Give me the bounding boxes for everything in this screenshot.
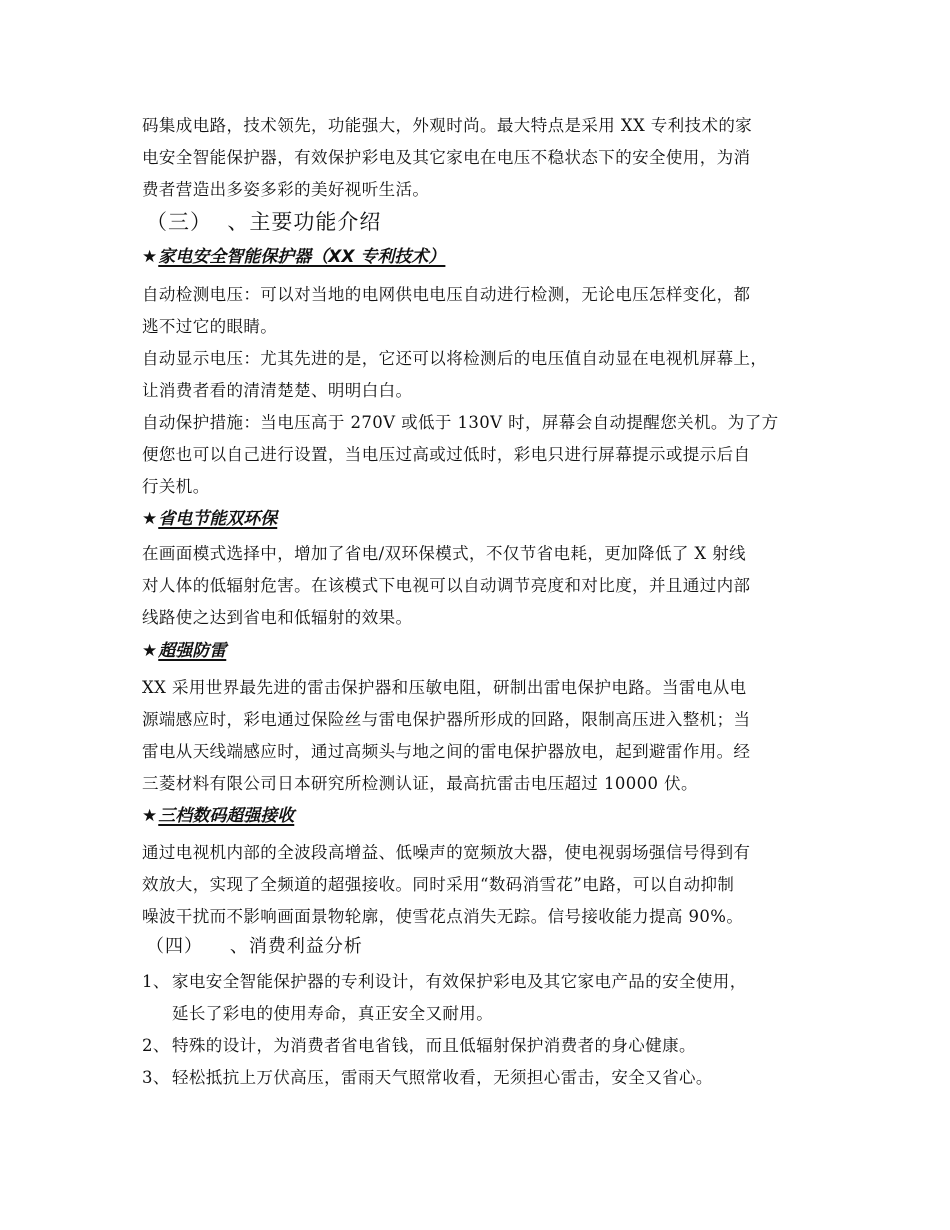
list-item xyxy=(142,1062,822,1094)
list-item-continuation xyxy=(142,998,822,1030)
feature-title: 三档数码超强接收 xyxy=(158,806,295,826)
list-text: 家电安全智能保护器的专利设计，有效保护彩电及其它家电产品的安全使用， xyxy=(172,972,747,991)
feature-line: 噪波干扰而不影响画面景物轮廓，使雪花点消失无踪。信号接收能力提高 90%。 xyxy=(142,907,744,926)
feature-title: 省电节能双环保 xyxy=(158,509,278,529)
feature-line: 效放大，实现了全频道的超强接收。同时采用“数码消雪花”电路，可以自动抑制 xyxy=(142,875,735,894)
list-number: 3、 xyxy=(142,1068,170,1087)
feature-line: 通过电视机内部的全波段高增益、低噪声的宽频放大器，使电视弱场强信号得到有 xyxy=(142,843,751,862)
list-item xyxy=(142,1030,822,1062)
intro-line: 费者营造出多姿多彩的美好视听生活。 xyxy=(142,180,430,199)
feature-line: 自动显示电压：尤其先进的是，它还可以将检测后的电压值自动显在电视机屏幕上， xyxy=(142,349,768,368)
intro-line: 电安全智能保护器，有效保护彩电及其它家电在电压不稳状态下的安全使用，为消 xyxy=(142,148,751,167)
feature-line: 源端感应时，彩电通过保险丝与雷电保护器所形成的回路，限制高压进入整机；当 xyxy=(142,710,751,729)
star-icon: ★ xyxy=(142,641,158,661)
feature-line: 三菱材料有限公司日本研究所检测认证，最高抗雷击电压超过 10000 伏。 xyxy=(142,774,698,793)
feature-line: 雷电从天线端感应时，通过高频头与地之间的雷电保护器放电，起到避雷作用。经 xyxy=(142,742,751,761)
list-number: 2、 xyxy=(142,1036,170,1055)
section-3-heading: （三） 、主要功能介绍 xyxy=(146,210,382,234)
list-text: 延长了彩电的使用寿命，真正安全又耐用。 xyxy=(172,1004,494,1023)
feature-line: 便您也可以自己进行设置，当电压过高或过低时，彩电只进行屏幕提示或提示后自 xyxy=(142,445,751,464)
feature-title: 家电安全智能保护器（XX 专利技术） xyxy=(158,247,446,267)
feature-heading xyxy=(142,244,445,270)
list-text: 特殊的设计，为消费者省电省钱，而且低辐射保护消费者的身心健康。 xyxy=(172,1036,696,1055)
feature-line: 自动保护措施：当电压高于 270V 或低于 130V 时，屏幕会自动提醒您关机。为了方 xyxy=(142,413,779,432)
feature-line: 逃不过它的眼睛。 xyxy=(142,317,278,336)
feature-line: XX 采用世界最先进的雷击保护器和压敏电阻，研制出雷电保护电路。当雷电从电 xyxy=(142,678,747,697)
feature-heading xyxy=(142,506,277,532)
list-item xyxy=(142,966,822,998)
feature-heading xyxy=(142,638,226,664)
star-icon: ★ xyxy=(142,806,158,826)
feature-title: 超强防雷 xyxy=(158,641,227,661)
feature-line: 对人体的低辐射危害。在该模式下电视可以自动调节亮度和对比度，并且通过内部 xyxy=(142,576,751,595)
section-4-heading: （四） 、消费利益分析 xyxy=(146,936,363,957)
feature-line: 线路使之达到省电和低辐射的效果。 xyxy=(142,608,413,627)
intro-line: 码集成电路，技术领先，功能强大，外观时尚。最大特点是采用 XX 专利技术的家 xyxy=(142,116,753,135)
star-icon: ★ xyxy=(142,509,158,529)
feature-line: 在画面模式选择中，增加了省电/双环保模式，不仅节省电耗，更加降低了 X 射线 xyxy=(142,544,746,563)
feature-line: 行关机。 xyxy=(142,477,210,496)
list-number: 1、 xyxy=(142,972,170,991)
feature-line: 让消费者看的清清楚楚、明明白白。 xyxy=(142,381,413,400)
feature-line: 自动检测电压：可以对当地的电网供电电压自动进行检测，无论电压怎样变化，都 xyxy=(142,285,751,304)
feature-heading xyxy=(142,803,294,829)
list-text: 轻松抵抗上万伏高压，雷雨天气照常收看，无须担心雷击，安全又省心。 xyxy=(172,1068,713,1087)
star-icon: ★ xyxy=(142,247,158,267)
